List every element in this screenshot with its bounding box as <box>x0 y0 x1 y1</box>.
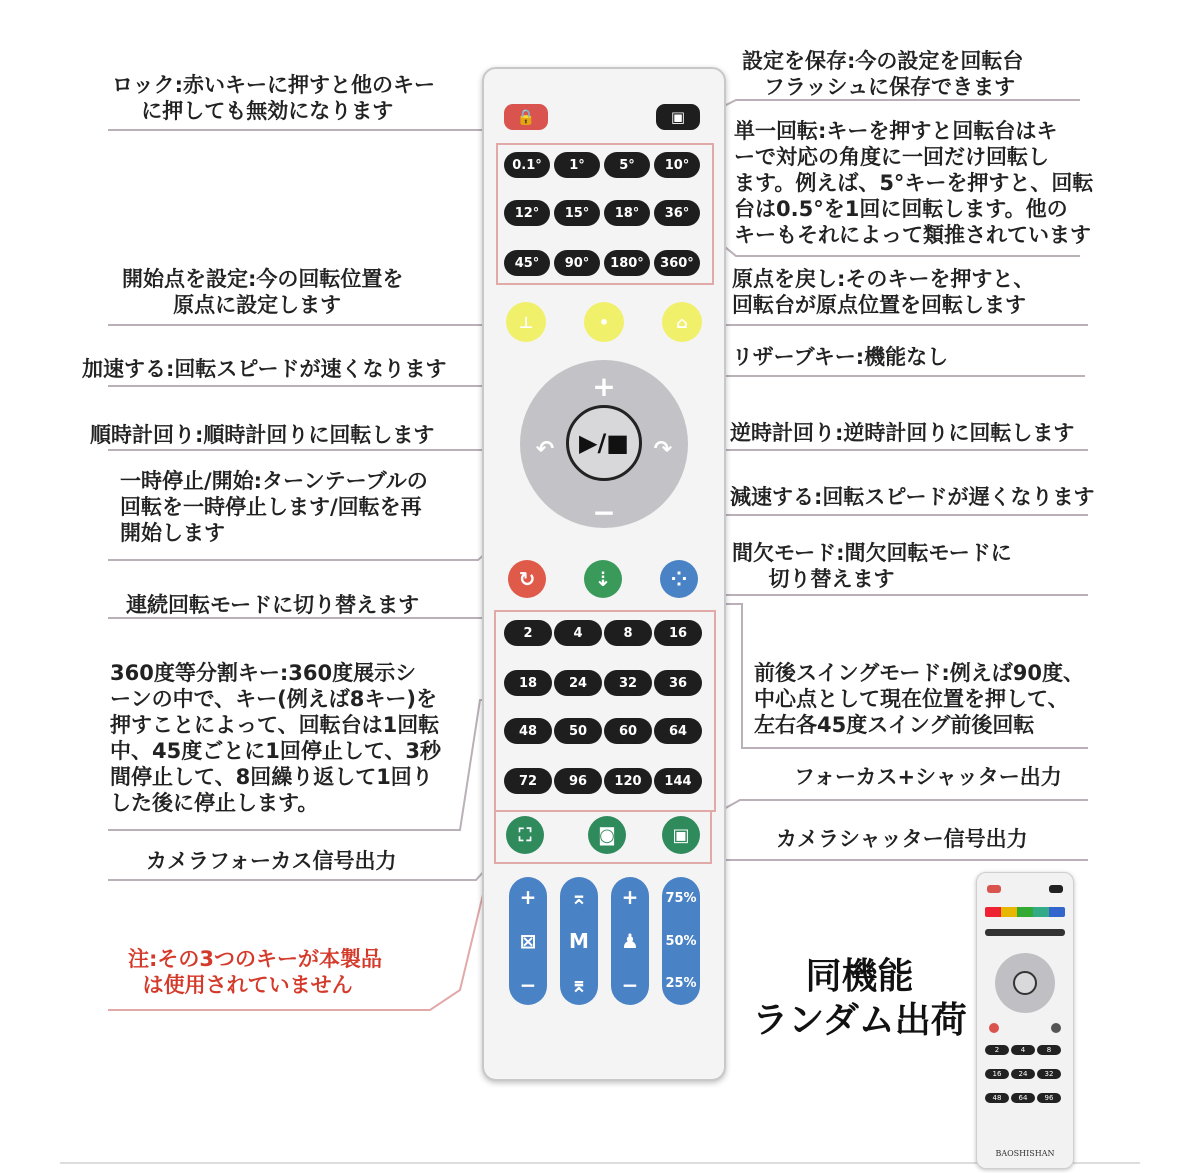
mini-dark-key <box>1051 1023 1061 1033</box>
save-line <box>700 100 1080 118</box>
brightness-up-key[interactable]: + <box>621 885 639 909</box>
mini-number-key: 32 <box>1037 1069 1061 1079</box>
label-reserve: リザーブキー:機能なし <box>732 345 949 369</box>
division-key[interactable]: 16 <box>654 620 702 646</box>
label-interval: 間欠モード:間欠回転モードに 切り替えます <box>732 541 1012 591</box>
division-key[interactable]: 96 <box>554 768 602 794</box>
same-function-text: 同機能 ランダム出荷 <box>752 956 967 1041</box>
blue-key-column-3[interactable] <box>611 877 649 1005</box>
label-counterclockwise: 逆時計回り:逆時計回りに回転します <box>730 421 1075 445</box>
label-return-origin: 原点を戻し:そのキーを押すと、 回転台が原点位置を回転します <box>732 267 1035 317</box>
blue-key-column-2[interactable] <box>560 877 598 1005</box>
light-key[interactable]: ♟ <box>621 929 639 953</box>
mini-red-key <box>989 1023 999 1033</box>
division-key[interactable]: 2 <box>504 620 552 646</box>
division-key[interactable]: 64 <box>654 718 702 744</box>
division-key[interactable]: 18 <box>504 670 552 696</box>
label-speed-up: 加速する:回転スピードが速くなります <box>82 357 447 381</box>
volume-down-key[interactable]: − <box>519 973 537 997</box>
label-clockwise: 順時計回り:順時計回りに回転します <box>90 423 435 447</box>
angle-key[interactable]: 45° <box>504 250 550 276</box>
mode-key[interactable]: M <box>569 929 589 953</box>
angle-key[interactable]: 90° <box>554 250 600 276</box>
speed-up-key[interactable]: + <box>592 369 616 403</box>
division-key[interactable]: 50 <box>554 718 602 744</box>
mini-remote <box>976 872 1074 1169</box>
pause-start-key[interactable]: ▶/■ <box>566 405 642 481</box>
division-key[interactable]: 60 <box>604 718 652 744</box>
mini-angle-keys <box>985 929 1065 936</box>
mini-number-key: 64 <box>1011 1093 1035 1103</box>
angle-key[interactable]: 10° <box>654 152 700 178</box>
return-origin-key[interactable] <box>662 302 702 342</box>
set-origin-key[interactable] <box>506 302 546 342</box>
lock-icon: 🔒 <box>516 108 536 126</box>
mini-number-key: 4 <box>1011 1045 1035 1055</box>
label-save: 設定を保存:今の設定を回転台 フラッシュに保存できます <box>742 49 1024 99</box>
label-focus-shutter: フォーカス+シャッター出力 <box>794 765 1062 789</box>
mini-number-key: 24 <box>1011 1069 1035 1079</box>
label-lock: ロック:赤いキーに押すと他のキー に押しても無効になります <box>112 73 435 123</box>
mini-lock-key <box>987 885 1001 893</box>
mini-number-key: 48 <box>985 1093 1009 1103</box>
label-focus: カメラフォーカス信号出力 <box>146 849 397 873</box>
mini-center-key <box>1013 971 1037 995</box>
save-icon: ▣ <box>670 108 686 126</box>
focus-key[interactable] <box>506 816 544 854</box>
label-shutter: カメラシャッター信号出力 <box>776 827 1028 851</box>
camera-icon: ◙ <box>598 824 616 846</box>
mini-brand: BAOSHISHAN <box>995 1149 1055 1158</box>
continuous-icon: ↻ <box>518 567 536 591</box>
blue-key-column-1[interactable] <box>509 877 547 1005</box>
percent-25-key[interactable]: 25% <box>665 976 697 991</box>
division-key[interactable]: 144 <box>654 768 702 794</box>
clockwise-key[interactable] <box>530 434 560 464</box>
mute-key[interactable]: ⊠ <box>519 929 537 953</box>
rotate-right-icon: ↷ <box>653 436 673 462</box>
focus-shutter-key[interactable] <box>662 816 700 854</box>
down-key[interactable]: ⌆ <box>570 973 588 997</box>
swing-icon: ⇣ <box>594 567 612 591</box>
label-division: 360度等分割キー:360度展示シ ーンの中で、キー(例えば8キー)を 押すことによって、回転台は1回転 中、45度ごとに1回停止して、3秒 間停止して、8回繰り返して1回り した後に停止します。 <box>110 661 442 815</box>
label-continuous: 連続回転モードに切り替えます <box>126 593 420 617</box>
mini-color-keys <box>985 907 1065 917</box>
focus-icon: ⛶ <box>518 824 532 846</box>
division-key[interactable]: 48 <box>504 718 552 744</box>
mini-save-key <box>1049 885 1063 893</box>
mini-number-key: 16 <box>985 1069 1009 1079</box>
interval-mode-key[interactable] <box>660 560 698 598</box>
shutter-key[interactable] <box>588 816 626 854</box>
slow-down-key[interactable]: − <box>592 495 616 529</box>
volume-up-key[interactable]: + <box>519 885 537 909</box>
save-key[interactable] <box>656 104 700 130</box>
division-key[interactable]: 24 <box>554 670 602 696</box>
set-origin-icon: ⊥ <box>518 312 534 332</box>
division-key[interactable]: 8 <box>604 620 652 646</box>
brightness-down-key[interactable]: − <box>621 973 639 997</box>
label-swing: 前後スイングモード:例えば90度、 中心点として現在位置を押して、 左右各45度スイング前後回転 <box>754 661 1084 737</box>
division-key[interactable]: 4 <box>554 620 602 646</box>
counterclockwise-key[interactable] <box>648 434 678 464</box>
division-key[interactable]: 36 <box>654 670 702 696</box>
rotate-left-icon: ↶ <box>535 436 555 462</box>
label-note: 注:その3つのキーが本製品 は使用されていません <box>128 947 383 997</box>
percent-75-key[interactable]: 75% <box>665 891 697 906</box>
up-key[interactable]: ⌅ <box>570 885 588 909</box>
dot-icon: • <box>598 312 610 332</box>
swing-mode-key[interactable] <box>584 560 622 598</box>
division-key[interactable]: 120 <box>604 768 652 794</box>
angle-key[interactable]: 1° <box>554 152 600 178</box>
mini-number-key: 8 <box>1037 1045 1061 1055</box>
mini-number-key: 2 <box>985 1045 1009 1055</box>
division-key[interactable]: 72 <box>504 768 552 794</box>
angle-key[interactable]: 5° <box>604 152 650 178</box>
reserve-key[interactable] <box>584 302 624 342</box>
angle-key[interactable]: 15° <box>554 200 600 226</box>
label-slow-down: 減速する:回転スピードが遅くなります <box>730 485 1095 509</box>
angle-key[interactable]: 360° <box>654 250 700 276</box>
mini-number-key: 96 <box>1037 1093 1061 1103</box>
division-key[interactable]: 32 <box>604 670 652 696</box>
interval-icon: ⁘ <box>670 567 688 591</box>
home-icon: ⌂ <box>676 312 688 332</box>
focus-camera-icon: ▣ <box>672 824 690 846</box>
angle-key[interactable]: 12° <box>504 200 550 226</box>
blue-key-column-4[interactable] <box>662 877 700 1005</box>
continuous-mode-key[interactable] <box>508 560 546 598</box>
label-pause: 一時停止/開始:ターンテーブルの 回転を一時停止します/回転を再 開始します <box>120 469 428 545</box>
lock-key[interactable] <box>504 104 548 130</box>
angle-key[interactable]: 36° <box>654 200 700 226</box>
percent-50-key[interactable]: 50% <box>665 933 697 949</box>
label-single-rotation: 単一回転:キーを押すと回転台はキ ーで対応の角度に一回だけ回転し ます。例えば、5°キーを押すと、回転 台は0.5°を1回に回転します。他の キーもそれによって類推されています <box>734 119 1094 247</box>
angle-key[interactable]: 180° <box>604 250 650 276</box>
angle-key[interactable]: 0.1° <box>504 152 550 178</box>
angle-key[interactable]: 18° <box>604 200 650 226</box>
label-set-origin: 開始点を設定:今の回転位置を 原点に設定します <box>122 267 404 317</box>
